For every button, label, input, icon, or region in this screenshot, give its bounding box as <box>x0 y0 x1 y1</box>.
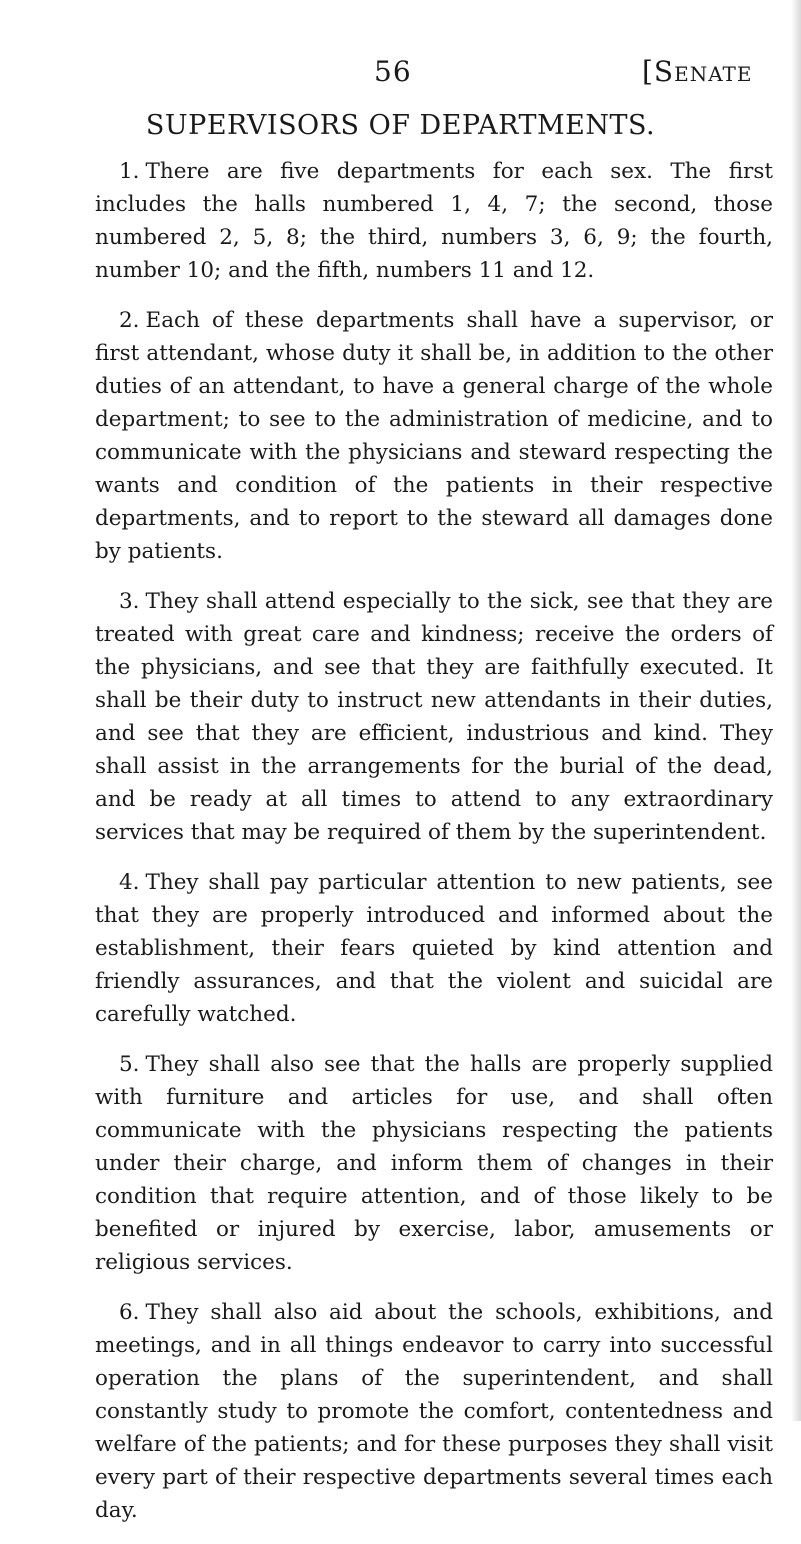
paragraph-2 <box>95 304 773 568</box>
running-head: [Senate <box>642 55 753 88</box>
page-header <box>0 55 801 95</box>
paragraph-3 <box>95 585 773 849</box>
paragraph-number: 1. <box>119 159 140 184</box>
paragraph-number: 6. <box>119 1300 140 1325</box>
paragraph-5 <box>95 1048 773 1279</box>
section-body <box>95 155 773 1544</box>
paragraph-text: They shall also see that the halls are properly supplied with furniture and articles for use, and shall often communicate with the physicians respecting the patients under their charge, and inform them of changes in their condition that require attention, and of those likely to be benefited or injured by exercise, labor, amusements or religious services. <box>95 1052 773 1275</box>
paragraph-number: 2. <box>119 308 140 333</box>
paragraph-number: 3. <box>119 589 140 614</box>
paragraph-text: Each of these departments shall have a supervisor, or first attendant, whose duty it shall be, in addition to the other duties of an attendant, to have a general charge of the whole department; to see to the administration of medicine, and to communicate with the physicians and steward respecting the wants and condition of the patients in their respective departments, and to report to the steward all damages done by patients. <box>95 308 773 564</box>
paragraph-number: 5. <box>119 1052 140 1077</box>
page-number: 56 <box>374 55 412 88</box>
paragraph-number: 4. <box>119 870 140 895</box>
paragraph-text: There are five departments for each sex. The first includes the halls numbered 1, 4, 7; the second, those numbered 2, 5, 8; the third, numbers 3, 6, 9; the fourth, number 10; and the fifth, numbers 11 and 12. <box>95 159 773 283</box>
paragraph-text: They shall attend especially to the sick, see that they are treated with great care and kindness; receive the orders of the physicians, and see that they are faithfully executed. It shall be their duty to instruct new attendants in their duties, and see that they are efficient, industrious and kind. They shall assist in the arrangements for the burial of the dead, and be ready at all times to attend to any extraordinary services that may be required of them by the superintendent. <box>95 589 773 845</box>
page-edge-shadow <box>791 0 801 1421</box>
paragraph-1 <box>95 155 773 287</box>
paragraph-4 <box>95 866 773 1031</box>
paragraph-6 <box>95 1296 773 1527</box>
paragraph-text: They shall also aid about the schools, exhibitions, and meetings, and in all things endeavor to carry into successful operation the plans of the superintendent, and shall constantly study to promote the comfort, contentedness and welfare of the patients; and for these purposes they shall visit every part of their respective departments several times each day. <box>95 1300 773 1523</box>
paragraph-text: They shall pay particular attention to new patients, see that they are properly introduced and informed about the establishment, their fears quieted by kind attention and friendly assurances, and that the violent and suicidal are carefully watched. <box>95 870 773 1027</box>
section-title: SUPERVISORS OF DEPARTMENTS. <box>145 110 656 141</box>
